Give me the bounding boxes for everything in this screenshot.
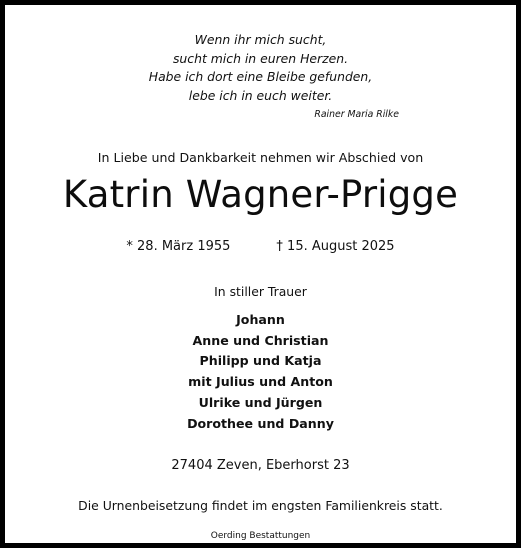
- death-date: † 15. August 2025: [276, 239, 395, 254]
- relative-entry: Anne und Christian: [192, 332, 329, 348]
- poem: [5, 31, 516, 105]
- poem-line: sucht mich in euren Herzen.: [172, 50, 349, 66]
- intro-text: In Liebe und Dankbarkeit nehmen wir Abschied von: [97, 150, 424, 165]
- relative-entry: mit Julius und Anton: [188, 374, 333, 390]
- life-dates: [5, 239, 516, 254]
- relative-entry: Philipp und Katja: [199, 353, 322, 369]
- funeral-home: Oerding Bestattungen: [210, 531, 311, 541]
- mourning-label: In stiller Trauer: [214, 284, 307, 299]
- relative-entry: Ulrike und Jürgen: [198, 394, 323, 410]
- poem-line: Wenn ihr mich sucht,: [194, 32, 327, 47]
- deceased-name: Katrin Wagner-Prigge: [62, 173, 459, 216]
- birth-date: * 28. März 1955: [126, 239, 231, 254]
- poem-line: Habe ich dort eine Bleibe gefunden,: [148, 69, 373, 85]
- poem-line: lebe ich in euch weiter.: [188, 87, 333, 103]
- poem-author: Rainer Maria Rilke: [314, 109, 399, 120]
- funeral-note: Die Urnenbeisetzung findet im engsten Familienkreis statt.: [78, 498, 443, 513]
- address: 27404 Zeven, Eberhorst 23: [171, 458, 350, 473]
- relative-entry: Dorothee und Danny: [187, 415, 334, 431]
- relative-entry: Johann: [236, 312, 285, 327]
- relatives-list: [5, 310, 516, 434]
